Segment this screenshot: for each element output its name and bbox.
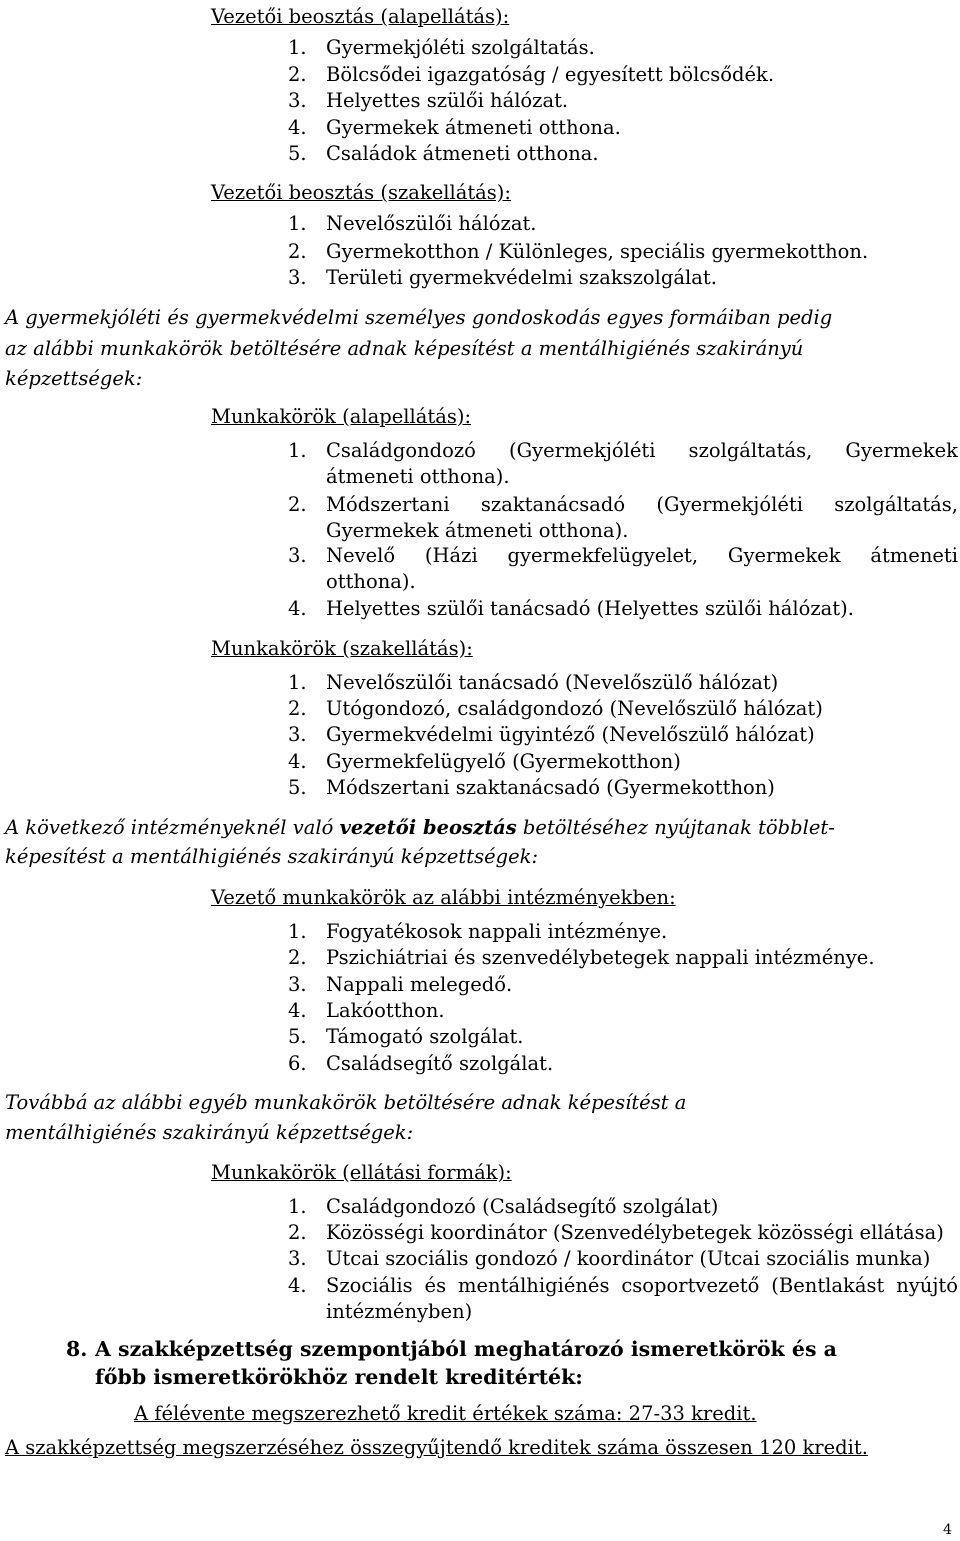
list-text: Területi gyermekvédelmi szakszolgálat. (326, 266, 717, 289)
list-number: 4. (288, 999, 307, 1022)
credit-per-semester: A félévente megszerezhető kredit értékek száma: 27-33 kredit. (134, 1402, 757, 1425)
paragraph-text: betöltéséhez nyújtanak többlet- (516, 816, 835, 839)
credit-total: A szakképzettség megszerzéséhez összegyűjtendő kreditek száma összesen 120 kredit. (5, 1436, 868, 1459)
list-text: Módszertani szaktanácsadó (Gyermekotthon) (326, 776, 775, 799)
list-text: Támogató szolgálat. (326, 1025, 524, 1048)
paragraph-line: képzettségek: (5, 367, 143, 390)
list-text: Gyermekvédelmi ügyintéző (Nevelőszülő hálózat) (326, 723, 815, 746)
paragraph-line: A gyermekjóléti és gyermekvédelmi személyes gondoskodás egyes formáiban pedig (5, 306, 833, 329)
list-number: 2. (288, 493, 307, 516)
list-number: 6. (288, 1052, 307, 1075)
list-text: Gyermekek átmeneti otthona. (326, 116, 621, 139)
page-number: 4 (943, 1522, 952, 1538)
list-text: Lakóotthon. (326, 999, 445, 1022)
list-number: 3. (288, 89, 307, 112)
section-title: A szakképzettség szempontjából meghatározó ismeretkörök és a (95, 1337, 837, 1361)
section-number: 8. (66, 1337, 88, 1361)
list-text: Módszertani szaktanácsadó (Gyermekjóléti szolgáltatás, (326, 493, 958, 516)
list-number: 5. (288, 1025, 307, 1048)
list-text: Utcai szociális gondozó / koordinátor (Utcai szociális munka) (326, 1247, 931, 1270)
section-heading-vezeto-munkakorok: Vezető munkakörök az alábbi intézményekben: (211, 886, 676, 909)
list-number: 3. (288, 266, 307, 289)
paragraph-line: képesítést a mentálhigiénés szakirányú képzettségek: (5, 845, 539, 868)
section-heading-vezetoi-szakellatas: Vezetői beosztás (szakellátás): (211, 181, 511, 204)
list-text: Nevelőszülői tanácsadó (Nevelőszülő hálózat) (326, 671, 779, 694)
list-number: 1. (288, 212, 307, 235)
list-text: Közösségi koordinátor (Szenvedélybetegek közösségi ellátása) (326, 1221, 944, 1244)
list-number: 2. (288, 63, 307, 86)
paragraph-line: Továbbá az alábbi egyéb munkakörök betöltésére adnak képesítést a (5, 1091, 687, 1114)
list-number: 1. (288, 920, 307, 943)
list-number: 5. (288, 142, 307, 165)
list-number: 4. (288, 116, 307, 139)
list-text: Gyermekjóléti szolgáltatás. (326, 36, 595, 59)
list-text: Fogyatékosok nappali intézménye. (326, 920, 668, 943)
list-number: 1. (288, 671, 307, 694)
list-text-continued: intézményben) (326, 1300, 473, 1323)
paragraph-line (5, 816, 835, 839)
list-text: Szociális és mentálhigiénés csoportvezető (Bentlakást nyújtó (326, 1274, 958, 1297)
list-text-continued: otthona). (326, 570, 416, 593)
section-heading-vezetoi-alapellatas: Vezetői beosztás (alapellátás): (211, 5, 510, 28)
section-heading-munkakorok-szakellatas: Munkakörök (szakellátás): (211, 637, 473, 660)
list-text: Helyettes szülői hálózat. (326, 89, 569, 112)
list-text-continued: átmeneti otthona). (326, 465, 510, 488)
list-number: 5. (288, 776, 307, 799)
list-number: 3. (288, 544, 307, 567)
list-text: Családgondozó (Családsegítő szolgálat) (326, 1195, 719, 1218)
section-heading-munkakorok-ellatasi-formak: Munkakörök (ellátási formák): (211, 1161, 512, 1184)
list-text: Utógondozó, családgondozó (Nevelőszülő hálózat) (326, 697, 823, 720)
list-text: Családsegítő szolgálat. (326, 1052, 554, 1075)
list-text-continued: Gyermekek átmeneti otthona). (326, 519, 629, 542)
list-number: 4. (288, 597, 307, 620)
section-heading-munkakorok-alapellatas: Munkakörök (alapellátás): (211, 405, 472, 428)
list-text: Bölcsődei igazgatóság / egyesített bölcsődék. (326, 63, 775, 86)
list-number: 1. (288, 36, 307, 59)
paragraph-line: mentálhigiénés szakirányú képzettségek: (5, 1121, 414, 1144)
list-number: 2. (288, 946, 307, 969)
list-number: 2. (288, 1221, 307, 1244)
list-number: 1. (288, 1195, 307, 1218)
list-text: Gyermekfelügyelő (Gyermekotthon) (326, 750, 681, 773)
list-text: Helyettes szülői tanácsadó (Helyettes szülői hálózat). (326, 597, 854, 620)
list-text: Családok átmeneti otthona. (326, 142, 599, 165)
list-text: Családgondozó (Gyermekjóléti szolgáltatás, Gyermekek (326, 439, 958, 462)
list-text: Gyermekotthon / Különleges, speciális gyermekotthon. (326, 240, 869, 263)
list-number: 3. (288, 723, 307, 746)
paragraph-text: A következő intézményeknél való (5, 816, 340, 839)
list-number: 3. (288, 973, 307, 996)
list-number: 2. (288, 240, 307, 263)
section-title-continued: főbb ismeretkörökhöz rendelt kreditérték: (95, 1365, 583, 1389)
list-text: Nappali melegedő. (326, 973, 513, 996)
list-text: Pszichiátriai és szenvedélybetegek nappali intézménye. (326, 946, 875, 969)
list-text: Nevelő (Házi gyermekfelügyelet, Gyermekek átmeneti (326, 544, 958, 567)
paragraph-line: az alábbi munkakörök betöltésére adnak képesítést a mentálhigiénés szakirányú (5, 337, 804, 360)
list-number: 2. (288, 697, 307, 720)
list-text: Nevelőszülői hálózat. (326, 212, 537, 235)
list-number: 4. (288, 1274, 307, 1297)
emphasis-text: vezetői beosztás (339, 816, 517, 839)
list-number: 4. (288, 750, 307, 773)
list-number: 3. (288, 1247, 307, 1270)
list-number: 1. (288, 439, 307, 462)
